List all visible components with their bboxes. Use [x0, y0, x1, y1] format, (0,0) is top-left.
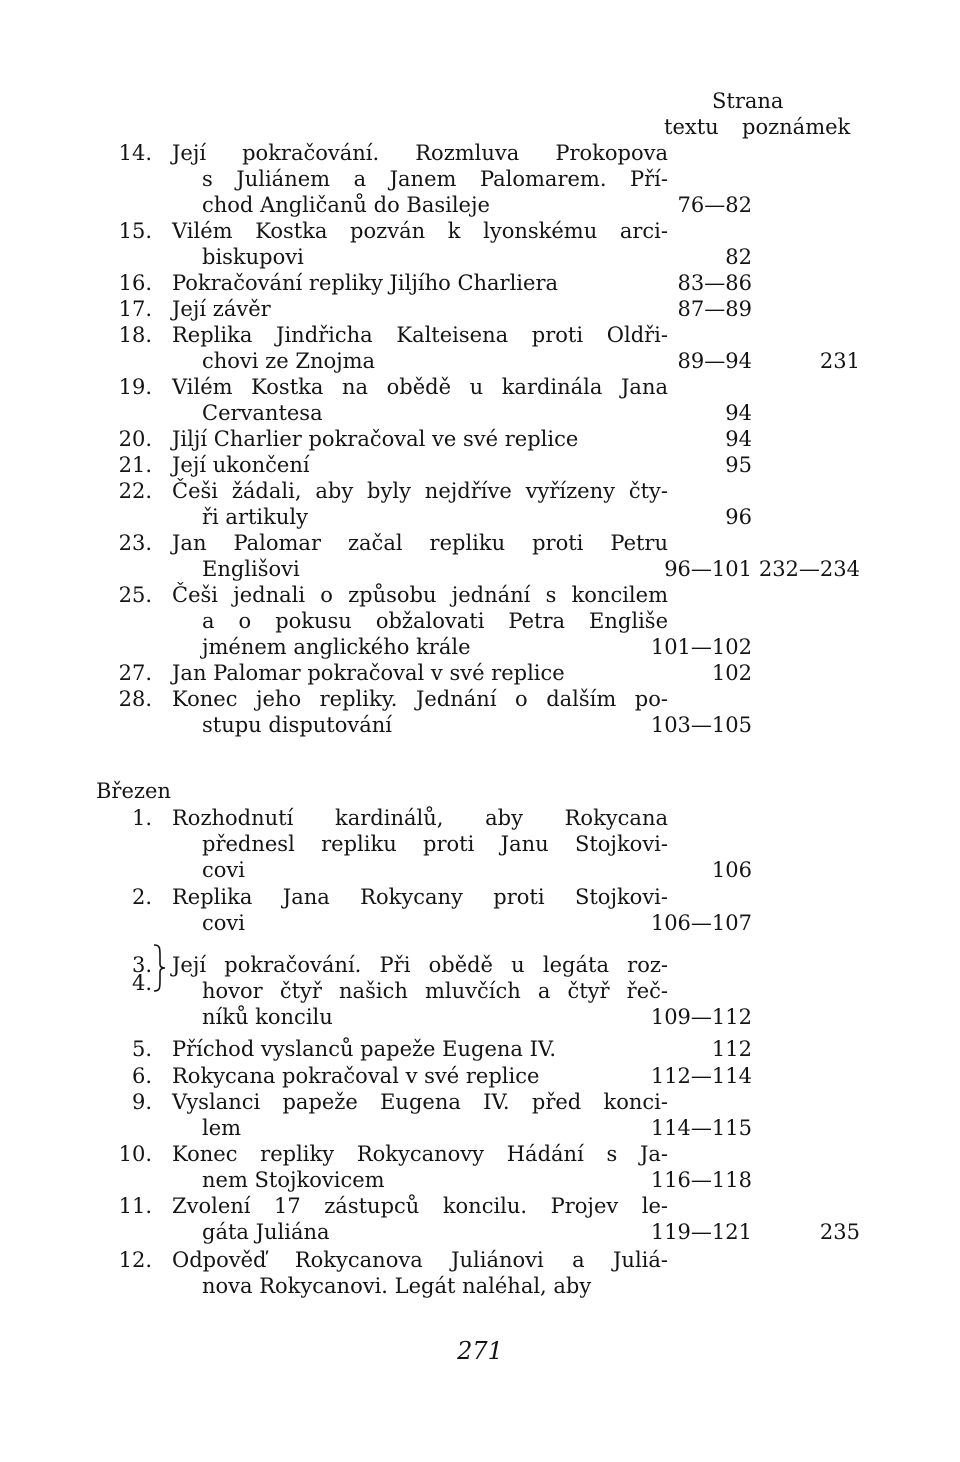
- entry-title-line: stupu disputování: [202, 713, 392, 737]
- entry-title-line: Vilém Kostka na obědě u kardinála Jana: [172, 375, 668, 399]
- text-page-range: 95: [725, 453, 752, 477]
- text-page-range: 109—112: [650, 1005, 752, 1029]
- entry-number: 10.: [118, 1142, 152, 1166]
- entry-number: 19.: [118, 375, 152, 399]
- contents-line: [0, 857, 960, 883]
- entry-number: 11.: [118, 1194, 152, 1218]
- entry-title-line: Její závěr: [172, 297, 271, 321]
- entry-title-line: biskupovi: [202, 245, 304, 269]
- entry-title-line: Rozhodnutí kardinálů, aby Rokycana: [172, 806, 668, 830]
- entry-title-line: Konec jeho repliky. Jednání o dalším po-: [172, 687, 668, 711]
- contents-line: [0, 426, 960, 452]
- contents-line: [0, 556, 960, 582]
- contents-line: [0, 478, 960, 504]
- contents-line: [0, 530, 960, 556]
- entry-title-line: Jan Palomar začal repliku proti Petru: [172, 531, 668, 555]
- entry-title-line: Její ukončení: [172, 453, 310, 477]
- entry-title-line: Češi jednali o způsobu jednání s koncilem: [172, 583, 668, 607]
- contents-line: [0, 322, 960, 348]
- header-strana: Strana: [712, 89, 784, 113]
- contents-line: [0, 1004, 960, 1030]
- entry-title-line: Rokycana pokračoval v své replice: [172, 1064, 540, 1088]
- contents-line: [0, 1247, 960, 1273]
- entry-number: 2.: [131, 885, 152, 909]
- text-page-range: 96—101: [664, 557, 752, 581]
- contents-line: [0, 660, 960, 686]
- notes-page-range: 231: [819, 349, 860, 373]
- contents-line: [0, 1193, 960, 1219]
- text-page-range: 83—86: [677, 271, 752, 295]
- entry-title-line: hovor čtyř našich mluvčích a čtyř řeč-: [202, 979, 668, 1003]
- text-page-range: 94: [725, 401, 752, 425]
- contents-line: [0, 686, 960, 712]
- entry-number: 15.: [118, 219, 152, 243]
- entry-number: 14.: [118, 141, 152, 165]
- entry-title-line: Replika Jindřicha Kalteisena proti Oldři-: [172, 323, 668, 347]
- entry-number: 4.: [131, 971, 152, 995]
- text-page-range: 112: [711, 1037, 752, 1061]
- contents-line: [0, 348, 960, 374]
- entry-number: 18.: [118, 323, 152, 347]
- page-number: 271: [457, 1337, 503, 1365]
- entry-title-line: covi: [202, 858, 245, 882]
- contents-line: [0, 244, 960, 270]
- entry-title-line: Vyslanci papeže Eugena IV. před konci-: [172, 1090, 668, 1114]
- entry-title-line: Příchod vyslanců papeže Eugena IV.: [172, 1037, 557, 1061]
- contents-line: [0, 504, 960, 530]
- text-page-range: 116—118: [650, 1168, 752, 1192]
- entry-number: 27.: [118, 661, 152, 685]
- contents-line: [0, 884, 960, 910]
- entry-title-line: Zvolení 17 zástupců koncilu. Projev le-: [172, 1194, 668, 1218]
- entry-number: 28.: [118, 687, 152, 711]
- text-page-range: 76—82: [677, 193, 752, 217]
- entry-title-line: jménem anglického krále: [202, 635, 471, 659]
- text-page-range: 112—114: [650, 1064, 752, 1088]
- entry-title-line: chod Angličanů do Basileje: [202, 193, 490, 217]
- contents-line: [0, 1167, 960, 1193]
- entry-title-line: Češi žádali, aby byly nejdříve vyřízeny čty-: [172, 479, 668, 503]
- entry-number: 12.: [118, 1248, 152, 1272]
- contents-line: [0, 400, 960, 426]
- text-page-range: 106—107: [650, 911, 752, 935]
- entry-number: 22.: [118, 479, 152, 503]
- entry-title-line: chovi ze Znojma: [202, 349, 376, 373]
- text-page-range: 89—94: [677, 349, 752, 373]
- contents-line: [0, 270, 960, 296]
- contents-line: [0, 192, 960, 218]
- entry-title-line: níků koncilu: [202, 1005, 333, 1029]
- entry-number: 20.: [118, 427, 152, 451]
- entry-title-line: Její pokračování. Při obědě u legáta roz-: [172, 953, 668, 977]
- text-page-range: 82: [725, 245, 752, 269]
- entry-title-line: Cervantesa: [202, 401, 323, 425]
- text-page-range: 119—121: [650, 1220, 752, 1244]
- contents-line: [0, 1036, 960, 1062]
- text-page-range: 106: [711, 858, 752, 882]
- entry-title-line: Jiljí Charlier pokračoval ve své replice: [172, 427, 579, 451]
- entry-title-line: Konec repliky Rokycanovy Hádání s Ja-: [172, 1142, 668, 1166]
- contents-line: [0, 1063, 960, 1089]
- contents-line: [0, 1115, 960, 1141]
- contents-line: [0, 1219, 960, 1245]
- contents-line: [0, 140, 960, 166]
- contents-line: [0, 805, 960, 831]
- section-heading-brezen: Březen: [96, 779, 171, 803]
- entry-title-line: přednesl repliku proti Janu Stojkovi-: [202, 832, 668, 856]
- right-brace-icon: [152, 944, 166, 992]
- text-page-range: 102: [711, 661, 752, 685]
- header-textu: textu: [664, 115, 719, 139]
- contents-line: [0, 166, 960, 192]
- entry-title-line: a o pokusu obžalovati Petra Engliše: [202, 609, 668, 633]
- contents-line: [0, 452, 960, 478]
- entry-number: 25.: [118, 583, 152, 607]
- entry-number: 1.: [131, 806, 152, 830]
- contents-line: [0, 1141, 960, 1167]
- entry-title-line: Englišovi: [202, 557, 300, 581]
- entry-title-line: Odpověď Rokycanova Juliánovi a Juliá-: [172, 1248, 668, 1272]
- entry-title-line: Jan Palomar pokračoval v své replice: [172, 661, 565, 685]
- entry-title-line: lem: [202, 1116, 242, 1140]
- contents-line: [0, 582, 960, 608]
- entry-title-line: Replika Jana Rokycany proti Stojkovi-: [172, 885, 668, 909]
- entry-number: 6.: [131, 1064, 152, 1088]
- entry-number: 16.: [118, 271, 152, 295]
- contents-line: [0, 374, 960, 400]
- text-page-range: 101—102: [650, 635, 752, 659]
- contents-line: [0, 1273, 960, 1299]
- contents-line: [0, 218, 960, 244]
- contents-line: [0, 712, 960, 738]
- entry-title-line: gáta Juliána: [202, 1220, 330, 1244]
- contents-line: [0, 1089, 960, 1115]
- contents-line: [0, 910, 960, 936]
- contents-line: [0, 831, 960, 857]
- text-page-range: 114—115: [650, 1116, 752, 1140]
- text-page-range: 94: [725, 427, 752, 451]
- entry-title-line: Její pokračování. Rozmluva Prokopova: [172, 141, 668, 165]
- entry-title-line: s Juliánem a Janem Palomarem. Pří-: [202, 167, 668, 191]
- notes-page-range: 232—234: [758, 557, 860, 581]
- text-page-range: 96: [725, 505, 752, 529]
- entry-title-line: nem Stojkovicem: [202, 1168, 385, 1192]
- entry-number: 17.: [118, 297, 152, 321]
- contents-line: [0, 296, 960, 322]
- entry-title-line: Vilém Kostka pozván k lyonskému arci-: [172, 219, 668, 243]
- entry-title-line: covi: [202, 911, 245, 935]
- entry-number: 9.: [131, 1090, 152, 1114]
- text-page-range: 103—105: [650, 713, 752, 737]
- entry-number: 21.: [118, 453, 152, 477]
- entry-title-line: ři artikuly: [202, 505, 308, 529]
- notes-page-range: 235: [819, 1220, 860, 1244]
- contents-line: [0, 634, 960, 660]
- entry-number: 3.: [131, 953, 152, 977]
- entry-number: 23.: [118, 531, 152, 555]
- header-poznamek: poznámek: [742, 115, 851, 139]
- entry-number: 5.: [131, 1037, 152, 1061]
- entry-title-line: nova Rokycanovi. Legát naléhal, aby: [202, 1274, 592, 1298]
- contents-line: [0, 971, 960, 1004]
- entry-title-line: Pokračování repliky Jiljího Charliera: [172, 271, 559, 295]
- text-page-range: 87—89: [677, 297, 752, 321]
- contents-line: [0, 608, 960, 634]
